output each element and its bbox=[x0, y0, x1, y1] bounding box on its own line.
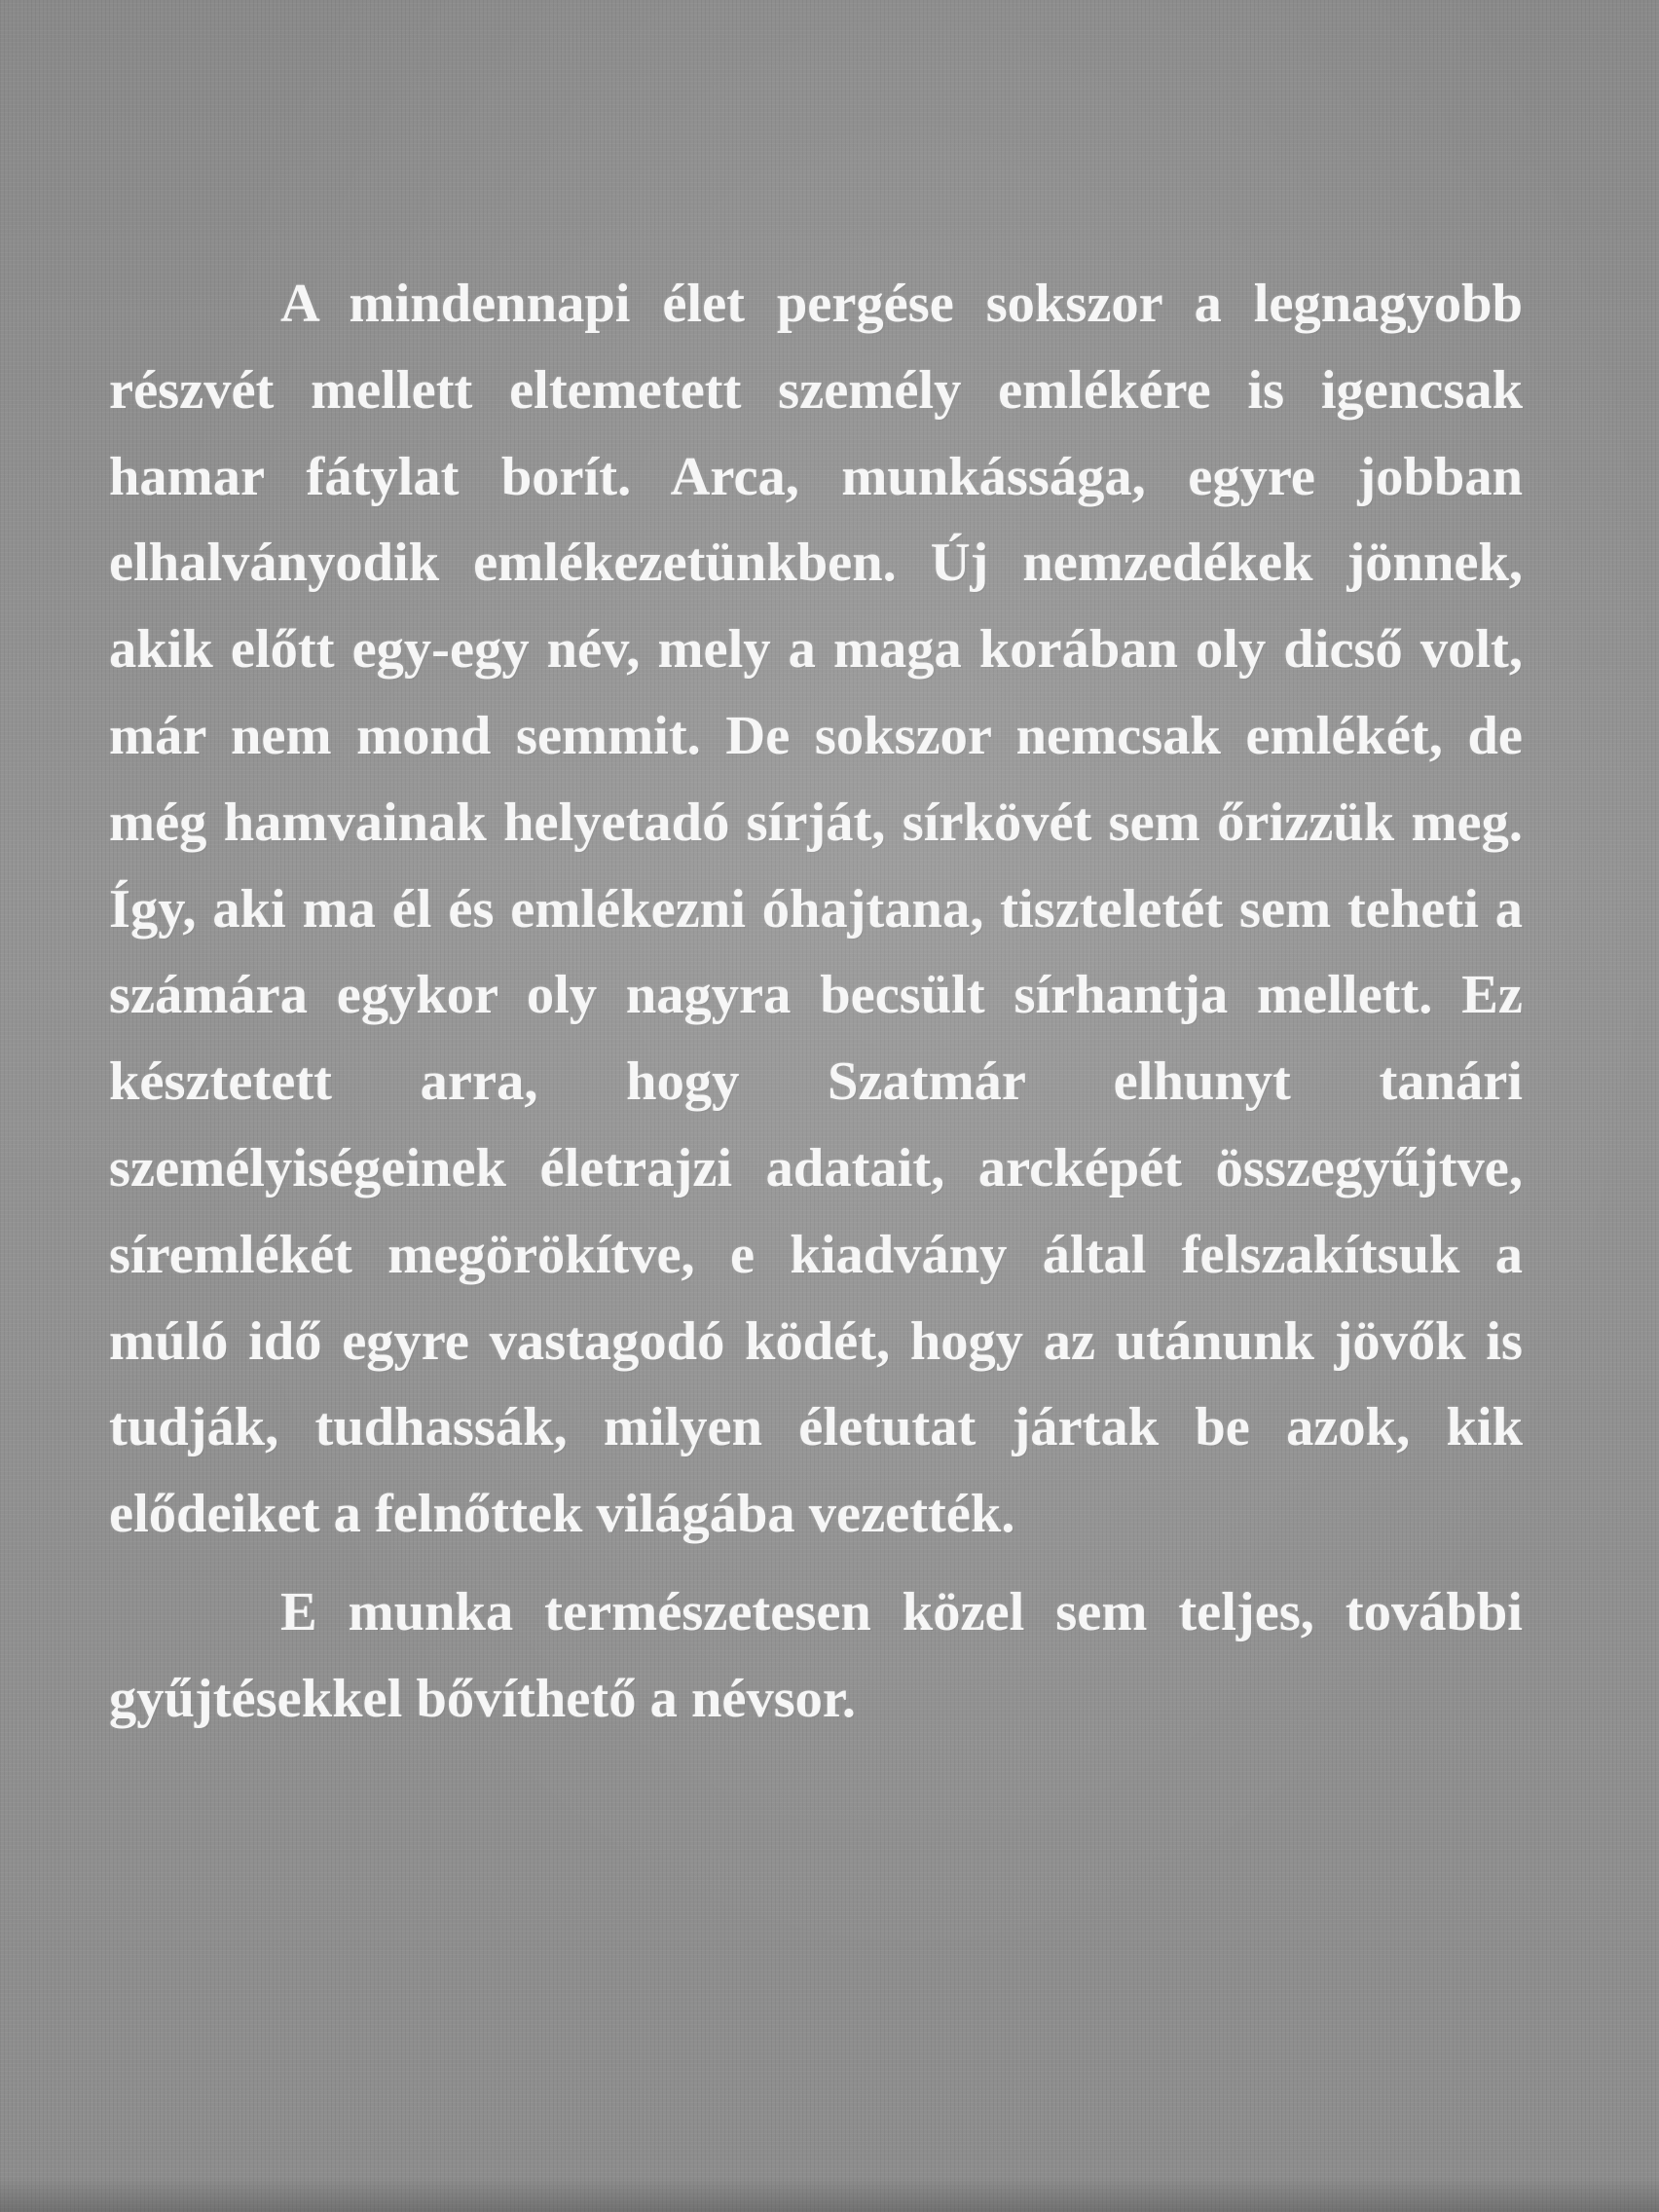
paragraph-closing: E munka természetesen közel sem teljes, további gyűjtésekkel bővíthető a névsor. bbox=[109, 1581, 1523, 1729]
bottom-edge-shadow bbox=[0, 2177, 1659, 2212]
text-block bbox=[109, 261, 1523, 1743]
paragraph-intro: A mindennapi élet pergése sokszor a legnagyobb részvét mellett eltemetett személy emlékére is igencsak hamar fátylat borít. Arca, munkássága, egyre jobban elhalványodik emlékezetünkben. Új nemzedékek jönnek, akik előtt egy-egy név, mely a maga korában oly dicső volt, már nem mond semmit. De sokszor nemcsak emlékét, de még hamvainak helyetadó sírját, sírkövét sem őrizzük meg. Így, aki ma él és emlékezni óhajtana, tiszteletét sem teheti a számára egykor oly nagyra becsült sírhantja mellett. Ez késztetett arra, hogy Szatmár elhunyt tanári személyiségeinek életrajzi adatait, arcképét összegyűjtve, síremlékét megörökítve, e kiadvány által felszakítsuk a múló idő egyre vastagodó ködét, hogy az utánunk jövők is tudják, tudhassák, milyen életutat jártak be azok, kik elődeiket a felnőttek világába vezették. bbox=[109, 274, 1523, 1545]
